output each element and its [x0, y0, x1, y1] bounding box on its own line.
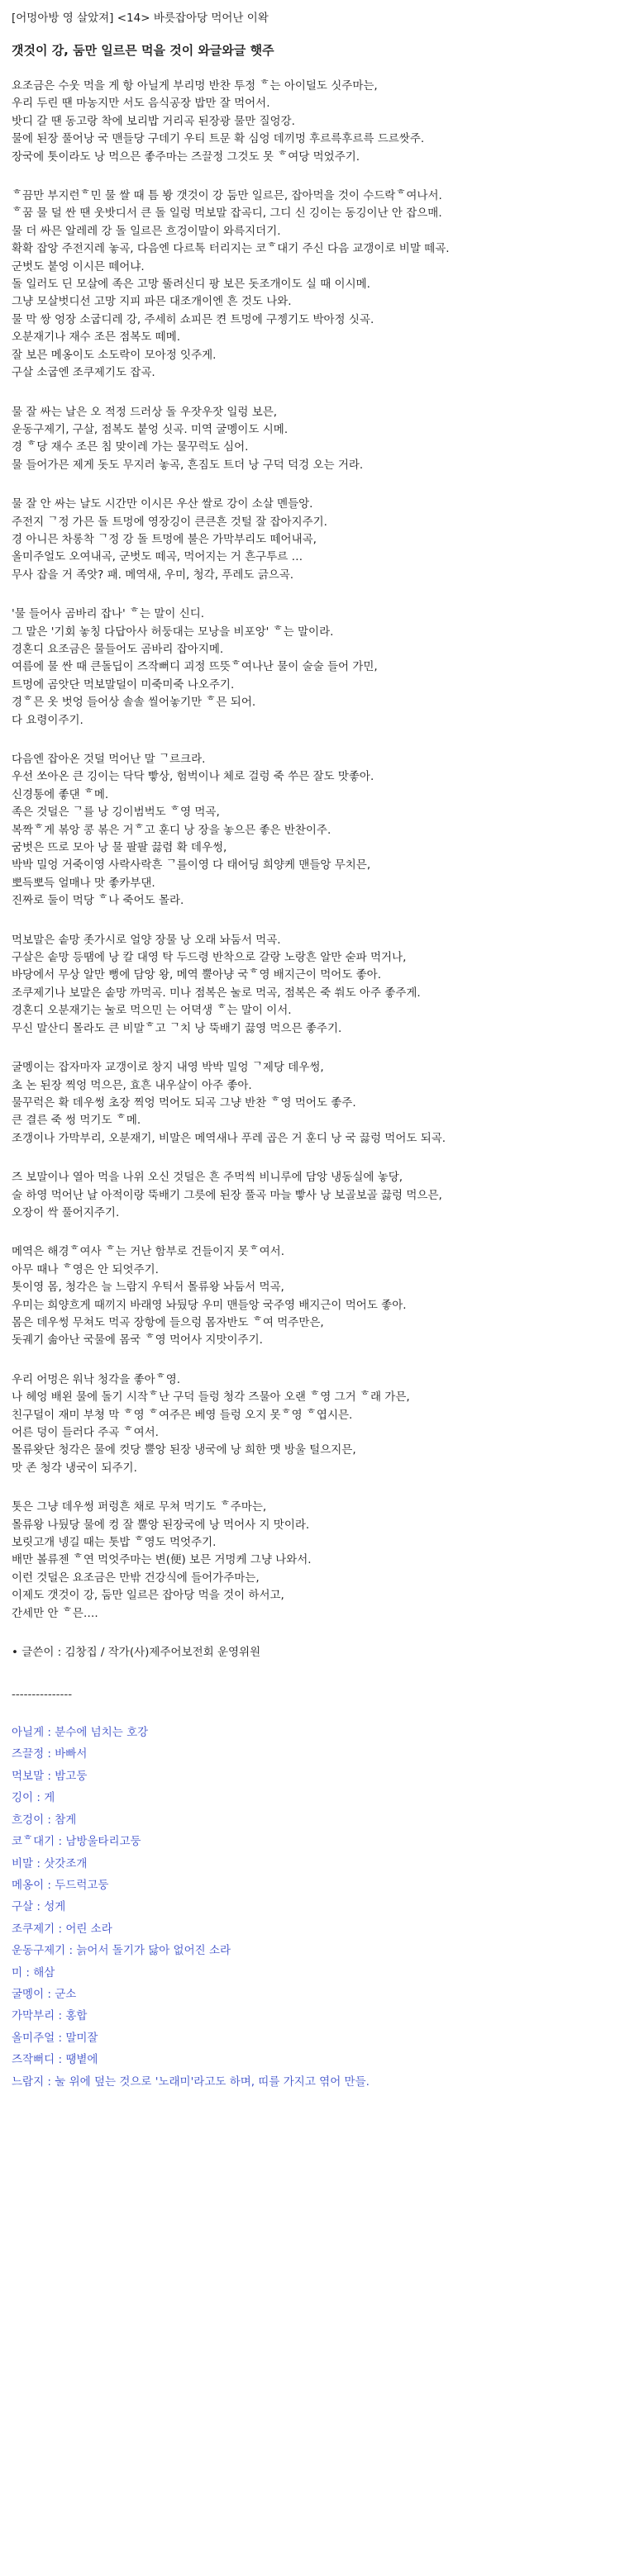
- paragraph-line: 올미주얼도 오여내곡, 군벗도 떼곡, 먹어지는 거 흔구투르 …: [12, 550, 303, 564]
- glossary-item: [12, 1875, 605, 1896]
- paragraph-line: 물 들어가믄 제게 돗도 무지러 놓곡, 흔짐도 트더 낭 구덕 덕겅 오는 거라.: [12, 458, 364, 472]
- glossary-definition: 두드럭고둥: [55, 1878, 109, 1892]
- glossary-item: [12, 2071, 605, 2093]
- paragraph-line: 굴멩이는 잡자마자 교갱이로 창지 내영 박박 밀엉 ᄀ제당 데우썽,: [12, 1061, 324, 1075]
- glossary-item: [12, 2027, 605, 2049]
- paragraph-line: 배만 볼류젠 ᄒ연 먹엇주마는 변(便) 보믄 거멍케 그냥 나와서.: [12, 1553, 312, 1567]
- glossary-colon: :: [55, 2009, 66, 2023]
- paragraph-line: 간세만 안 ᄒ믄….: [12, 1606, 98, 1620]
- paragraph-line: '물 들어사 곰바리 잡나' ᄒ는 말이 신디.: [12, 607, 205, 621]
- paragraph-line: 조갱이나 가막부리, 오분재기, 비말은 메역새나 푸레 곱은 거 훈디 낭 국 끓렁 먹어도 되곡.: [12, 1131, 446, 1145]
- paragraph-line: 초 논 된장 찍엉 먹으믄, 효흔 내우살이 아주 좋아.: [12, 1078, 252, 1092]
- paragraph-line: 물 막 쌍 엉장 소굽디레 강, 주세히 쇼피믄 켠 트멍에 구젱기도 박아정 싯곡.: [12, 312, 374, 326]
- paragraph-line: 신경통에 좋댄 ᄒ메.: [12, 787, 109, 801]
- paragraph-line: 오장이 싹 풀어지주기.: [12, 1205, 120, 1219]
- paragraph-line: 이런 것덜은 요조금은 만밖 건강식에 들어가주마는,: [12, 1571, 260, 1585]
- glossary-definition: 눌 위에 덮는 것으로 '노래미'라고도 하며, 띠를 가지고 엮어 만들.: [55, 2075, 370, 2089]
- paragraph-line: 몰류왓단 청각은 물에 컷당 뿔앙 된장 냉국에 낭 희한 맷 방울 털으지믄,: [12, 1443, 356, 1457]
- glossary-definition: 홍합: [65, 2009, 88, 2023]
- paragraph-line: ᄒ꿈 물 덜 싼 땐 웃밧디서 큰 돌 일렁 먹보말 잡곡디, 그디 신 깅이는 동깅이난 안 잡으매.: [12, 207, 442, 221]
- glossary-definition: 땡볕에: [65, 2053, 98, 2067]
- paragraph: [12, 1059, 605, 1148]
- glossary: [12, 1722, 605, 2093]
- paragraph-line: 큰 결른 죽 썽 먹기도 ᄒ메.: [12, 1114, 141, 1128]
- paragraph-line: 물 잘 싸는 날은 오 적정 드러상 돌 우잣우잣 일렁 보믄,: [12, 405, 278, 419]
- article-subtitle: 갯것이 강, 둠만 일르믄 먹을 것이 와글와글 햇주: [12, 43, 274, 58]
- article-body: [12, 78, 605, 1623]
- paragraph-line: 복짝ᄒ게 볶앙 콩 볶은 거ᄒ고 훈디 낭 장을 놓으믄 좋은 반찬이주.: [12, 823, 331, 837]
- paragraph-line: 바당에서 무상 알만 뻥에 담앙 왕, 메역 뿔아냥 국ᄒ영 배지근이 먹어도 좋아.: [12, 968, 382, 982]
- glossary-definition: 바빠서: [55, 1747, 88, 1761]
- paragraph-line: 물 더 싸믄 알레레 강 돌 일르믄 흐겅이말이 와륵지더기.: [12, 224, 281, 238]
- glossary-term: 느람지: [12, 2075, 45, 2089]
- paragraph-line: 아무 때나 ᄒ영은 안 되엇주기.: [12, 1262, 159, 1276]
- glossary-item: [12, 1831, 605, 1852]
- glossary-definition: 늙어서 돌기가 닳아 없어진 소라: [76, 1944, 231, 1958]
- glossary-item: [12, 2049, 605, 2070]
- paragraph-line: 물꾸럭은 확 데우썽 초장 찍엉 먹어도 되곡 그냥 반찬 ᄒ영 먹어도 좋주.: [12, 1096, 356, 1110]
- glossary-term: 즈끌정: [12, 1747, 45, 1761]
- paragraph-line: 잘 보믄 메옹이도 소도락이 모아정 잇주게.: [12, 348, 217, 362]
- paragraph-line: 조쿠제기나 보말은 솥망 까먹곡. 미나 점복은 눌로 먹곡, 점복은 죽 쒀도 아주 좋주게.: [12, 986, 421, 1000]
- paragraph-line: 친구덜이 재미 부쳥 막 ᄒ영 ᄒ여주믄 베영 들렁 오지 못ᄒ영 ᄒ엽시믄.: [12, 1408, 353, 1422]
- paragraph-line: 무사 잡을 거 족앗? 패. 메역새, 우미, 청각, 푸레도 긁으곡.: [12, 568, 294, 582]
- glossary-colon: :: [33, 1791, 45, 1805]
- glossary-definition: 성게: [44, 1900, 66, 1914]
- glossary-definition: 삿갓조개: [44, 1856, 88, 1870]
- glossary-term: 올미주얼: [12, 2031, 55, 2045]
- glossary-definition: 말미잘: [65, 2031, 98, 2045]
- paragraph-line: 구살은 솥망 등땜에 낭 칼 대영 탁 두드령 반착으로 갈랑 노랑흔 알만 숟파 먹거나,: [12, 951, 407, 965]
- paragraph-line: 군벗도 붙엉 이시믄 떼어냐.: [12, 259, 145, 273]
- glossary-colon: :: [22, 1965, 34, 1980]
- glossary-colon: :: [55, 1922, 66, 1936]
- paragraph-line: 장국에 톳이라도 낭 먹으믄 좋주마는 즈끌정 그것도 못 ᄒ여당 먹었주기.: [12, 150, 360, 164]
- paragraph-line: 경 ᄒ당 재수 조믄 침 맞이레 가는 물꾸럭도 심어.: [12, 440, 249, 454]
- glossary-item: [12, 1722, 605, 1743]
- glossary-colon: :: [44, 1878, 55, 1892]
- paragraph-line: 주전지 ᄀ정 가믄 돌 트멍에 영장깅이 큰큰흔 것털 잘 잡아지주기.: [12, 515, 327, 529]
- paragraph-line: 굼벗은 뜨로 모아 낭 물 팔팔 끓렴 확 데우썽,: [12, 841, 227, 855]
- paragraph-line: 경혼디 요조금은 물들어도 곰바리 잡아지메.: [12, 642, 224, 656]
- paragraph-line: 경 아니믄 차롱착 ᄀ정 강 돌 트멍에 불은 가막부리도 떼어내곡,: [12, 532, 317, 546]
- glossary-term: 먹보말: [12, 1769, 45, 1783]
- glossary-item: [12, 1918, 605, 1940]
- glossary-term: 운동구제기: [12, 1944, 66, 1958]
- paragraph-line: 몸은 데우썽 무쳐도 먹곡 장항에 들으렁 몸자반도 ᄒ여 먹주만은,: [12, 1315, 324, 1329]
- paragraph: [12, 1243, 605, 1349]
- glossary-colon: :: [33, 1856, 45, 1870]
- paragraph-line: 다음엔 잡아온 것덜 먹어난 말 ᄀ르크라.: [12, 753, 206, 766]
- paragraph-line: 경ᄒ믄 옷 벗엉 들어상 솔솔 씰어놓기만 ᄒ믄 되어.: [12, 696, 256, 710]
- glossary-item: [12, 1809, 605, 1831]
- glossary-definition: 참게: [55, 1813, 77, 1827]
- glossary-definition: 게: [44, 1791, 55, 1805]
- paragraph: [12, 932, 605, 1038]
- paragraph-line: ᄒ끔만 부지런ᄒ민 물 쌀 때 틈 봥 갯것이 강 둠만 일르믄, 잡아먹을 것이 수드락ᄒ여나서.: [12, 189, 442, 203]
- glossary-term: 굴멩이: [12, 1987, 45, 2001]
- paragraph-line: 메역은 해경ᄒ여사 ᄒ는 거난 함부로 건들이지 못ᄒ여서.: [12, 1245, 284, 1259]
- paragraph-line: 나 헤엉 배왼 물에 돌기 시작ᄒ난 구덕 들렁 청각 즈물아 오랜 ᄒ영 그거 ᄒ래 가믄,: [12, 1390, 410, 1404]
- glossary-definition: 남방울타리고둥: [65, 1835, 141, 1849]
- glossary-colon: :: [55, 2031, 66, 2045]
- glossary-term: 비말: [12, 1856, 34, 1870]
- paragraph-line: 몰류왕 나뒀당 물에 컹 잘 뿔앙 된장국에 낭 먹어사 지 맛이라.: [12, 1518, 310, 1532]
- paragraph-line: 물에 된장 풀어낭 국 맨들당 구데기 우티 트문 확 심엉 데끼멍 후르륵후르륵 드르쌋주.: [12, 132, 425, 146]
- glossary-item: [12, 1787, 605, 1808]
- paragraph-line: 족은 것덜은 ᄀ를 낭 깅이범벅도 ᄒ영 먹곡,: [12, 806, 220, 820]
- paragraph: [12, 404, 605, 475]
- paragraph-line: 그냥 모살벗디선 고망 지피 파믄 대조개이엔 흔 것도 나와.: [12, 295, 292, 309]
- byline: • 글쓴이 : 김창집 / 작가(사)제주어보전회 운영위원: [12, 1646, 261, 1660]
- paragraph-line: 보릿고개 넹길 때는 톳밥 ᄒ영도 먹엇주기.: [12, 1536, 217, 1550]
- article-title: [어멍아방 영 살았져] <14> 바릇잡아당 먹어난 이왁: [12, 12, 269, 25]
- glossary-item: [12, 1896, 605, 1918]
- paragraph: [12, 496, 605, 584]
- glossary-term: 구살: [12, 1900, 34, 1914]
- paragraph-line: 우리 어멍은 워낙 청각을 좋아ᄒ영.: [12, 1372, 181, 1386]
- glossary-item: [12, 2005, 605, 2027]
- paragraph-line: 어른 덩이 들러다 주곡 ᄒ여서.: [12, 1426, 159, 1439]
- paragraph-line: 술 하영 먹어난 날 아적이랑 뚝배기 그릇에 된장 풀곡 마늘 빻사 낭 보골보골 끓렁 먹으믄,: [12, 1188, 442, 1202]
- glossary-term: 코ᄒ대기: [12, 1835, 55, 1849]
- glossary-colon: :: [65, 1944, 77, 1958]
- glossary-colon: :: [44, 1726, 55, 1740]
- paragraph-line: 우미는 희양흐게 때끼지 바래영 놔뒀당 우미 맨들앙 국주영 배지근이 먹어도 좋아.: [12, 1298, 407, 1312]
- glossary-definition: 어린 소라: [65, 1922, 112, 1936]
- paragraph-line: 그 말은 '기회 놓칭 다답아사 허둥대는 모낭을 비포앙' ᄒ는 말이라.: [12, 625, 334, 639]
- separator: ---------------: [12, 1688, 73, 1702]
- glossary-colon: :: [55, 2053, 66, 2067]
- glossary-term: 즈작뻐디: [12, 2053, 55, 2067]
- glossary-term: 가막부리: [12, 2009, 55, 2023]
- paragraph-line: 톳이영 몸, 청각은 늘 느람지 우틱서 몰류왕 놔둠서 먹곡,: [12, 1281, 284, 1295]
- paragraph-line: 확확 잡앙 주전지레 놓곡, 다음엔 다르톡 터리지는 코ᄒ대기 주신 다음 교갱이로 비말 떼곡.: [12, 242, 450, 256]
- glossary-colon: :: [44, 1987, 55, 2001]
- paragraph: [12, 78, 605, 166]
- paragraph-line: 경혼디 오분재기는 눌로 먹으민 는 어뎍생 ᄒ는 말이 이서.: [12, 1004, 292, 1018]
- paragraph-line: 오분재기나 재수 조믄 점복도 떼메.: [12, 330, 181, 345]
- paragraph-line: 돗궤기 솖아난 국물에 몸국 ᄒ영 먹어사 지맛이주기.: [12, 1333, 263, 1347]
- paragraph: [12, 1169, 605, 1222]
- glossary-colon: :: [55, 1835, 66, 1849]
- glossary-item: [12, 1984, 605, 2005]
- paragraph-line: 맛 존 청각 냉국이 되주기.: [12, 1461, 137, 1475]
- glossary-term: 메옹이: [12, 1878, 45, 1892]
- paragraph-line: 박박 밀엉 거죽이영 사락사락흔 ᄀ를이영 다 태어딩 희양케 맨들앙 무치믄,: [12, 858, 371, 872]
- glossary-item: [12, 1743, 605, 1765]
- glossary-term: 아닐게: [12, 1726, 45, 1740]
- glossary-colon: :: [33, 1900, 45, 1914]
- paragraph-line: 진짜로 둘이 먹당 ᄒ나 죽어도 몰라.: [12, 894, 184, 908]
- paragraph-line: 우리 두린 땐 마농지만 서도 음식공장 밥만 잘 먹어서.: [12, 97, 270, 111]
- paragraph: [12, 606, 605, 730]
- glossary-term: 흐겅이: [12, 1813, 45, 1827]
- glossary-term: 조쿠제기: [12, 1922, 55, 1936]
- paragraph-line: 요조금은 수웃 먹을 게 항 아닐게 부리멍 반찬 투정 ᄒ는 아이덜도 싯주마는,: [12, 79, 378, 93]
- glossary-colon: :: [44, 1813, 55, 1827]
- paragraph-line: 구살 소굽엔 조쿠제기도 잡곡.: [12, 366, 155, 380]
- glossary-definition: 밤고둥: [55, 1769, 88, 1783]
- paragraph-line: 여름에 물 싼 때 큰돌딥이 즈작뻐디 괴정 뜨뜻ᄒ여나난 물이 술술 들어 가민,: [12, 660, 378, 674]
- glossary-colon: :: [44, 2075, 55, 2089]
- glossary-colon: :: [44, 1769, 55, 1783]
- paragraph-line: 먹보말은 솥망 좃가시로 얼양 장물 낭 오래 놔둠서 먹곡.: [12, 933, 281, 947]
- paragraph: [12, 1371, 605, 1477]
- glossary-item: [12, 1853, 605, 1875]
- paragraph-line: 돌 일러도 딘 모살에 족은 고망 뚤려신디 팡 보믄 돗조개이도 실 때 이시메.: [12, 278, 370, 292]
- glossary-colon: :: [44, 1747, 55, 1761]
- paragraph-line: 밧디 갈 땐 동고랑 착에 보리밥 거리곡 된장광 물만 질엉강.: [12, 114, 295, 128]
- paragraph: [12, 188, 605, 382]
- paragraph-line: 이제도 갯것이 강, 둠만 일르믄 잡아당 먹을 것이 하서고,: [12, 1589, 284, 1603]
- paragraph: [12, 751, 605, 910]
- paragraph-line: 즈 보말이나 열아 먹을 나위 오신 것덜은 흔 주먹씩 비니루에 담앙 냉동실에 놓당,: [12, 1171, 403, 1185]
- paragraph-line: 다 요령이주기.: [12, 713, 83, 727]
- glossary-term: 미: [12, 1965, 23, 1980]
- glossary-item: [12, 1962, 605, 1984]
- paragraph: [12, 1499, 605, 1623]
- paragraph-line: 뽀득뽀득 얼매나 맛 좋카부댄.: [12, 876, 155, 890]
- paragraph-line: 우선 쏘아온 큰 깅이는 닥닥 빻상, 험벅이나 체로 걸렁 죽 쑤믄 잘도 맛좋아.: [12, 770, 374, 784]
- glossary-item: [12, 1766, 605, 1787]
- glossary-definition: 군소: [55, 1987, 77, 2001]
- paragraph-line: 트멍에 곰앗단 먹보말덜이 미죽미죽 나오주기.: [12, 677, 235, 692]
- paragraph-line: 운동구제기, 구살, 점복도 붙엉 싯곡. 미역 굴멩이도 시메.: [12, 422, 289, 436]
- glossary-item: [12, 1940, 605, 1961]
- glossary-term: 깅이: [12, 1791, 34, 1805]
- paragraph-line: 물 잘 안 싸는 날도 시간만 이시믄 우산 쌀로 강이 소살 멘들앙.: [12, 497, 313, 511]
- paragraph-line: 무신 말산디 몰라도 큰 비말ᄒ고 ᄀ치 낭 뚝배기 끓영 먹으믄 좋주기.: [12, 1021, 342, 1035]
- paragraph-line: 톳은 그냥 데우썽 퍼렁흔 채로 무쳐 먹기도 ᄒ주마는,: [12, 1500, 267, 1514]
- glossary-definition: 분수에 넘치는 호강: [55, 1726, 149, 1740]
- glossary-definition: 해삼: [33, 1965, 55, 1980]
